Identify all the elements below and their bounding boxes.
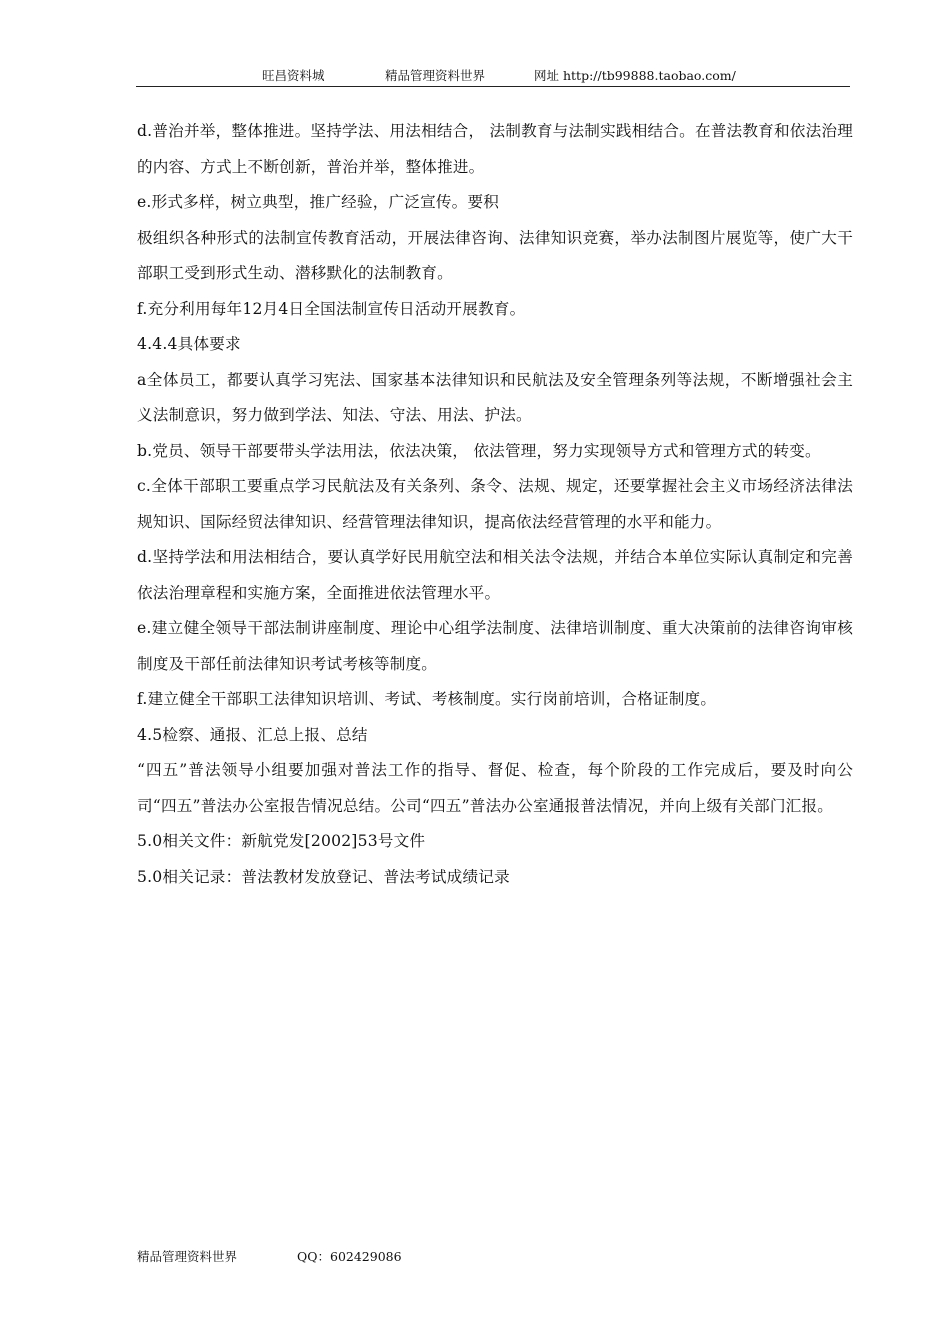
related-documents: 5.0相关文件：新航党发[2002]53号文件 bbox=[137, 832, 426, 850]
paragraph-4-4-3-e-cont: 极组织各种形式的法制宣传教育活动，开展法律咨询、法律知识竞赛，举办法制图片展览等，使广大干部职工受到形式生动、潜移默化的法制教育。 bbox=[137, 228, 853, 282]
header-site-name: 旺昌资料城 bbox=[262, 68, 325, 83]
paragraph-4-4-4-f: f.建立健全干部职工法律知识培训、考试、考核制度。实行岗前培训，合格证制度。 bbox=[137, 690, 717, 708]
paragraph-4-4-3-e: e.形式多样，树立典型，推广经验，广泛宣传。要积 bbox=[137, 193, 500, 211]
paragraph-4-4-4-b: b.党员、领导干部要带头学法用法，依法决策， 依法管理，努力实现领导方式和管理方式的转变。 bbox=[137, 441, 821, 460]
footer-brand: 精品管理资料世界 bbox=[137, 1249, 238, 1264]
header-url: 网址 http://tb99888.taobao.com/ bbox=[534, 68, 736, 83]
paragraph-4-4-4-e: e.建立健全领导干部法制讲座制度、理论中心组学法制度、法律培训制度、重大决策前的法律咨询审核制度及干部任前法律知识考试考核等制度。 bbox=[137, 619, 853, 673]
page-footer bbox=[137, 1247, 402, 1265]
paragraph-4-4-3-d: d.普治并举，整体推进。坚持学法、用法相结合， 法制教育与法制实践相结合。在普法教育和依法治理的内容、方式上不断创新，普治并举，整体推进。 bbox=[137, 122, 853, 176]
paragraph-4-4-4-c: c.全体干部职工要重点学习民航法及有关条列、条令、法规、规定，还要掌握社会主义市场经济法律法规知识、国际经贸法律知识、经营管理法律知识，提高依法经营管理的水平和能力。 bbox=[137, 477, 853, 531]
paragraph-4-4-4-a: a全体员工，都要认真学习宪法、国家基本法律知识和民航法及安全管理条列等法规，不断增强社会主义法制意识，努力做到学法、知法、守法、用法、护法。 bbox=[137, 370, 853, 424]
page-header bbox=[136, 62, 850, 87]
footer-qq: QQ：602429086 bbox=[297, 1249, 402, 1264]
paragraph-4-4-4-d: d.坚持学法和用法相结合，要认真学好民用航空法和相关法令法规，并结合本单位实际认真制定和完善依法治理章程和实施方案，全面推进依法管理水平。 bbox=[137, 548, 853, 602]
paragraph-4-5-body: “四五”普法领导小组要加强对普法工作的指导、督促、检查，每个阶段的工作完成后，要及时向公司“四五”普法办公室报告情况总结。公司“四五”普法办公室通报普法情况，并向上级有关部门汇报。 bbox=[137, 761, 853, 815]
header-brand: 精品管理资料世界 bbox=[385, 68, 486, 83]
section-heading-4-4-4: 4.4.4具体要求 bbox=[137, 335, 241, 353]
section-heading-4-5: 4.5检察、通报、汇总上报、总结 bbox=[137, 725, 368, 744]
document-body bbox=[137, 114, 853, 895]
related-records: 5.0相关记录：普法教材发放登记、普法考试成绩记录 bbox=[137, 867, 510, 886]
paragraph-4-4-3-f: f.充分利用每年12月4日全国法制宣传日活动开展教育。 bbox=[137, 299, 526, 318]
